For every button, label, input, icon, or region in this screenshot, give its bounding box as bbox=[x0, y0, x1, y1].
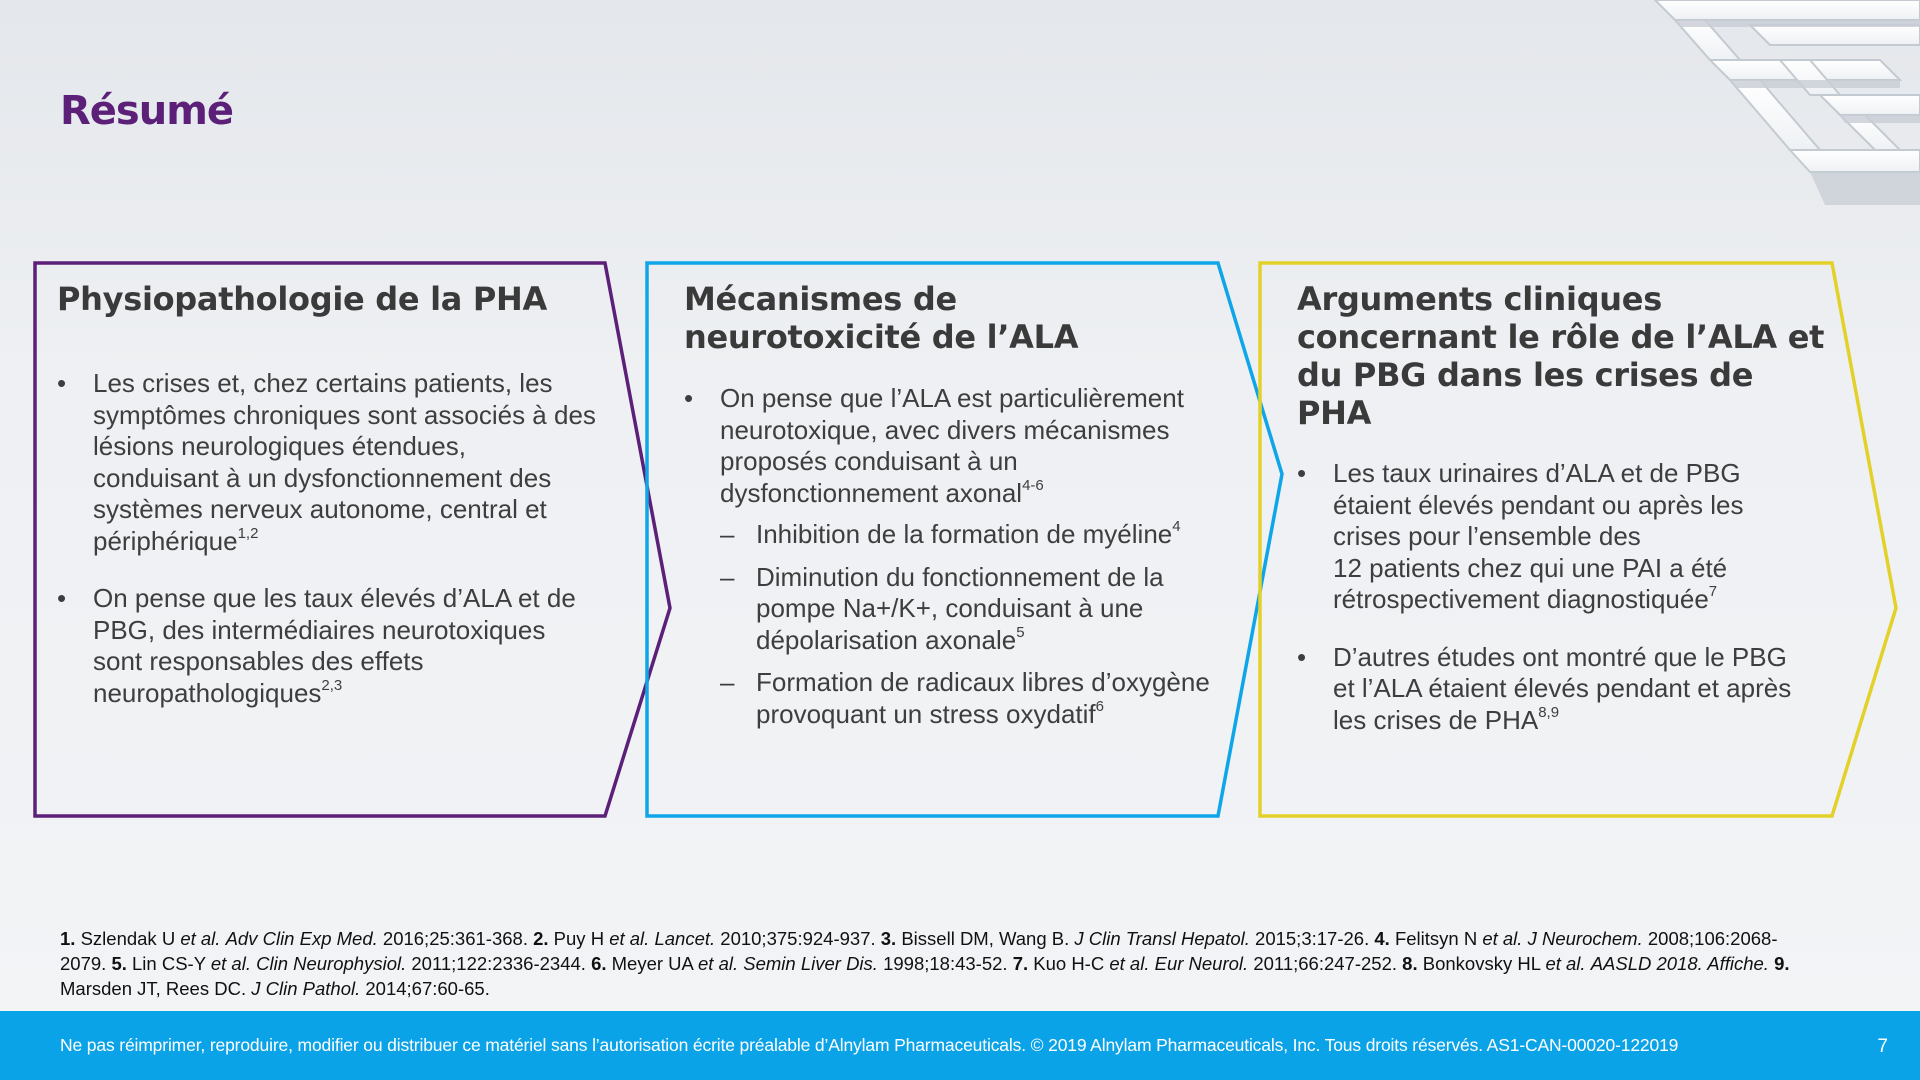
list-item: – Diminution du fonctionnement de la pompe Na+/K+, conduisant à une dépolarisation axonale$^5$ bbox=[720, 562, 1239, 657]
panel-heading: Physiopathologie de la PHA bbox=[57, 280, 547, 318]
list-item: • Les taux urinaires d’ALA et de PBG étaient élevés pendant ou après les crises pour l’ensemble des 12 patients chez qui une PAI a été rétrospectivement diagnostiquée$^7$ bbox=[1297, 458, 1837, 616]
list-item: • Les crises et, chez certains patients, les symptômes chroniques sont associés à des lésions neurologiques étendues, conduisant à un dysfonctionnement des systèmes nerveux autonome, central et périphérique$^{1,2}$ bbox=[57, 368, 597, 557]
page-title: Résumé bbox=[60, 88, 234, 134]
panel-clinical-arguments bbox=[1297, 280, 1837, 736]
list-item: • D’autres études ont montré que le PBG et l’ALA étaient élevés pendant et après les crises de PHA$^{8,9}$ bbox=[1297, 642, 1837, 737]
references bbox=[60, 926, 1810, 1001]
footer-bar bbox=[0, 1011, 1920, 1080]
reference-item: 7. Kuo H-C et al. Eur Neurol. 2011;66:247-252. bbox=[1012, 953, 1398, 974]
reference-item: 8. Bonkovsky HL et al. AASLD 2018. Affiche. bbox=[1402, 953, 1769, 974]
sub-list bbox=[720, 519, 1239, 730]
reference-item: 3. Bissell DM, Wang B. J Clin Transl Hepatol. 2015;3:17-26. bbox=[880, 928, 1370, 949]
list-item: • On pense que l’ALA est particulièrement neurotoxique, avec divers mécanismes proposés conduisant à un dysfonctionnement axonal$^{4-6}$ bbox=[684, 383, 1239, 509]
panel-pathophysiology bbox=[57, 280, 597, 709]
panel-neurotoxicity bbox=[684, 280, 1239, 741]
list-item: – Inhibition de la formation de myéline$^4$ bbox=[720, 519, 1239, 551]
bullet-list bbox=[1297, 458, 1837, 736]
list-item: • On pense que les taux élevés d’ALA et de PBG, des intermédiaires neurotoxiques sont responsables des effets neuropathologiques$^{2,3}$ bbox=[57, 583, 597, 709]
panel-heading: Arguments cliniques concernant le rôle de l’ALA et du PBG dans les crises de PHA bbox=[1297, 280, 1825, 432]
reference-item: 1. Szlendak U et al. Adv Clin Exp Med. 2016;25:361-368. bbox=[60, 928, 528, 949]
bullet-list bbox=[57, 368, 597, 709]
bullet-list bbox=[684, 383, 1239, 509]
page-number: 7 bbox=[1877, 1036, 1888, 1057]
list-item: – Formation de radicaux libres d’oxygène provoquant un stress oxydatif$^6$ bbox=[720, 667, 1239, 730]
reference-item: 9. Marsden JT, Rees DC. J Clin Pathol. 2014;67:60-65. bbox=[60, 953, 1790, 999]
reference-item: 4. Felitsyn N et al. J Neurochem. 2008;106:2068-2079. bbox=[60, 928, 1778, 974]
copyright-notice: Ne pas réimprimer, reproduire, modifier ou distribuer ce matériel sans l’autorisation écrite préalable d’Alnylam Pharmaceuticals. © 2019 Alnylam Pharmaceuticals, Inc. Tous droits réservés. AS1-CAN-00020-122019 bbox=[60, 1035, 1679, 1055]
reference-item: 5. Lin CS-Y et al. Clin Neurophysiol. 2011;122:2336-2344. bbox=[111, 953, 586, 974]
panel-heading: Mécanismes de neurotoxicité de l’ALA bbox=[684, 280, 1079, 356]
reference-item: 6. Meyer UA et al. Semin Liver Dis. 1998;18:43-52. bbox=[591, 953, 1008, 974]
reference-item: 2. Puy H et al. Lancet. 2010;375:924-937. bbox=[533, 928, 876, 949]
